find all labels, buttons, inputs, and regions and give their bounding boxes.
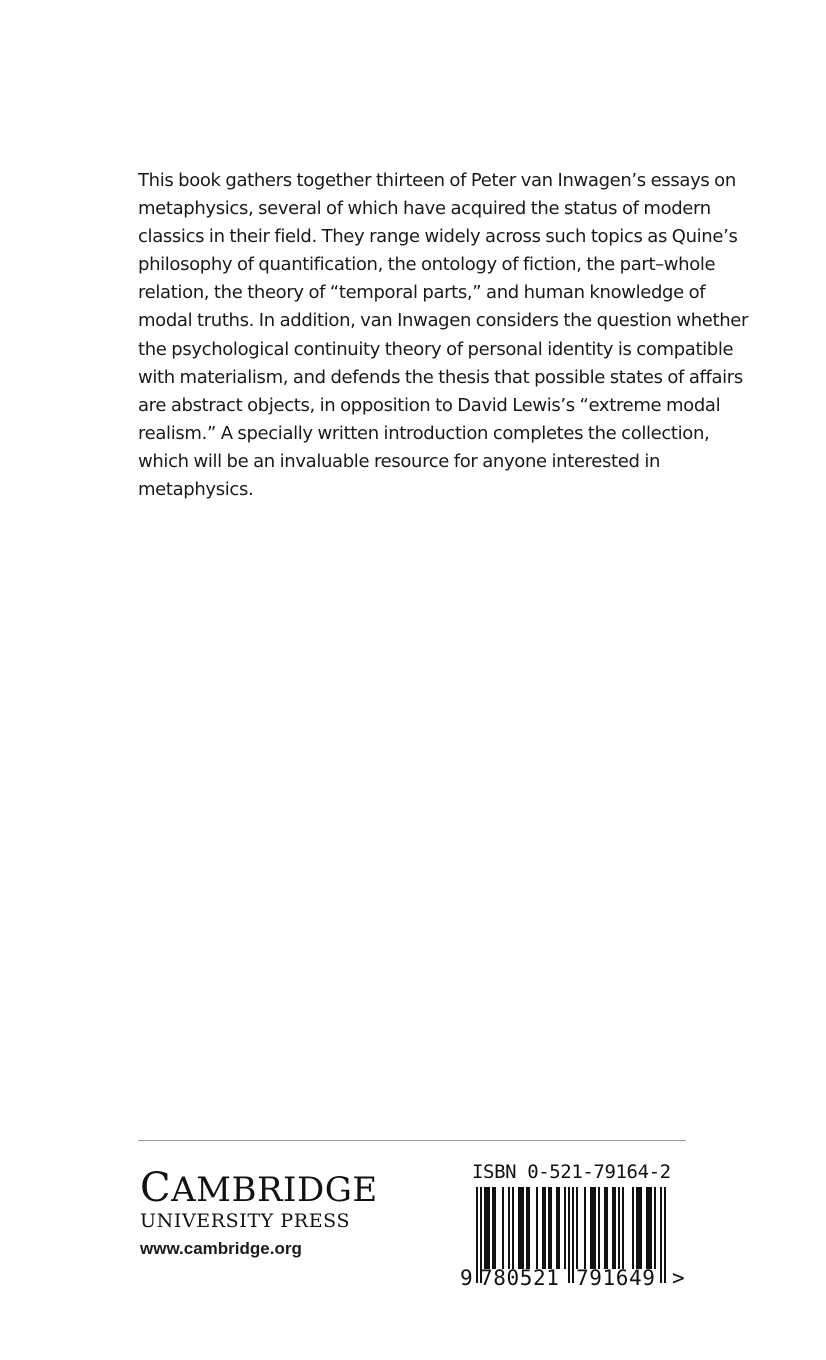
blurb-line: This book gathers together thirteen of Peter van Inwagen’s essays on xyxy=(138,170,736,191)
barcode-bar xyxy=(576,1187,578,1269)
barcode-bar xyxy=(590,1187,596,1269)
barcode-bar xyxy=(636,1187,642,1269)
barcode-graphic xyxy=(460,1187,690,1290)
publisher-website: www.cambridge.org xyxy=(140,1239,302,1258)
blurb-line: the psychological continuity theory of personal identity is compatible xyxy=(138,338,734,360)
barcode-guard-bar xyxy=(476,1187,478,1283)
publisher-logo xyxy=(140,1165,400,1260)
barcode-bar xyxy=(646,1187,652,1269)
blurb-line: are abstract objects, in opposition to David Lewis’s “extreme modal xyxy=(138,394,721,416)
barcode-bar xyxy=(598,1187,600,1269)
blurb-line: metaphysics, several of which have acquired the status of modern xyxy=(138,198,711,220)
barcode-bar xyxy=(536,1187,538,1269)
blurb-line: relation, the theory of “temporal parts,” and human knowledge of xyxy=(138,282,706,304)
barcode-bar xyxy=(556,1187,560,1269)
blurb-line: with materialism, and defends the thesis that possible states of affairs xyxy=(138,366,743,388)
publisher-name-rest: AMBRIDGE xyxy=(171,1170,378,1210)
barcode-guard-bar xyxy=(568,1187,570,1283)
barcode-bar xyxy=(622,1187,624,1269)
blurb-line: philosophy of quantification, the ontology of fiction, the part–whole xyxy=(138,254,716,276)
barcode-bar xyxy=(654,1187,656,1269)
barcode-bar xyxy=(618,1187,620,1269)
isbn-barcode xyxy=(460,1187,685,1290)
back-cover-blurb xyxy=(138,167,749,504)
barcode-guard-bar xyxy=(660,1187,662,1283)
barcode-bar xyxy=(502,1187,504,1269)
publisher-subtitle: UNIVERSITY PRESS xyxy=(140,1210,351,1232)
barcode-bar xyxy=(492,1187,496,1269)
barcode-bar xyxy=(584,1187,586,1269)
barcode-guard-bar xyxy=(664,1187,666,1283)
barcode-bar xyxy=(484,1187,490,1269)
isbn-label: ISBN 0-521-79164-2 xyxy=(472,1161,671,1183)
barcode-bar xyxy=(542,1187,546,1269)
blurb-line: metaphysics. xyxy=(138,479,254,501)
barcode-bar xyxy=(526,1187,530,1269)
barcode-end-marker: > xyxy=(672,1266,685,1290)
blurb-line: modal truths. In addition, van Inwagen considers the question whether xyxy=(138,310,749,332)
barcode-guard-bar xyxy=(572,1187,574,1283)
barcode-digits-left: 780521 xyxy=(480,1266,560,1290)
barcode-bar xyxy=(512,1187,514,1269)
barcode-bar xyxy=(518,1187,524,1269)
barcode-bar xyxy=(548,1187,552,1269)
barcode-bar xyxy=(632,1187,634,1269)
barcode-bar xyxy=(612,1187,616,1269)
barcode-digit-first: 9 xyxy=(460,1266,473,1290)
barcode-bar xyxy=(564,1187,566,1269)
publisher-name-initial: C xyxy=(140,1165,172,1211)
publisher-name xyxy=(140,1165,400,1211)
barcode-bar xyxy=(604,1187,608,1269)
blurb-line: realism.” A specially written introduction completes the collection, xyxy=(138,422,710,444)
blurb-line: which will be an invaluable resource for anyone interested in xyxy=(138,450,661,472)
barcode-digits-right: 791649 xyxy=(576,1266,656,1290)
blurb-line: classics in their field. They range widely across such topics as Quine’s xyxy=(138,226,738,248)
divider-rule xyxy=(138,1140,686,1141)
barcode-bar xyxy=(508,1187,510,1269)
